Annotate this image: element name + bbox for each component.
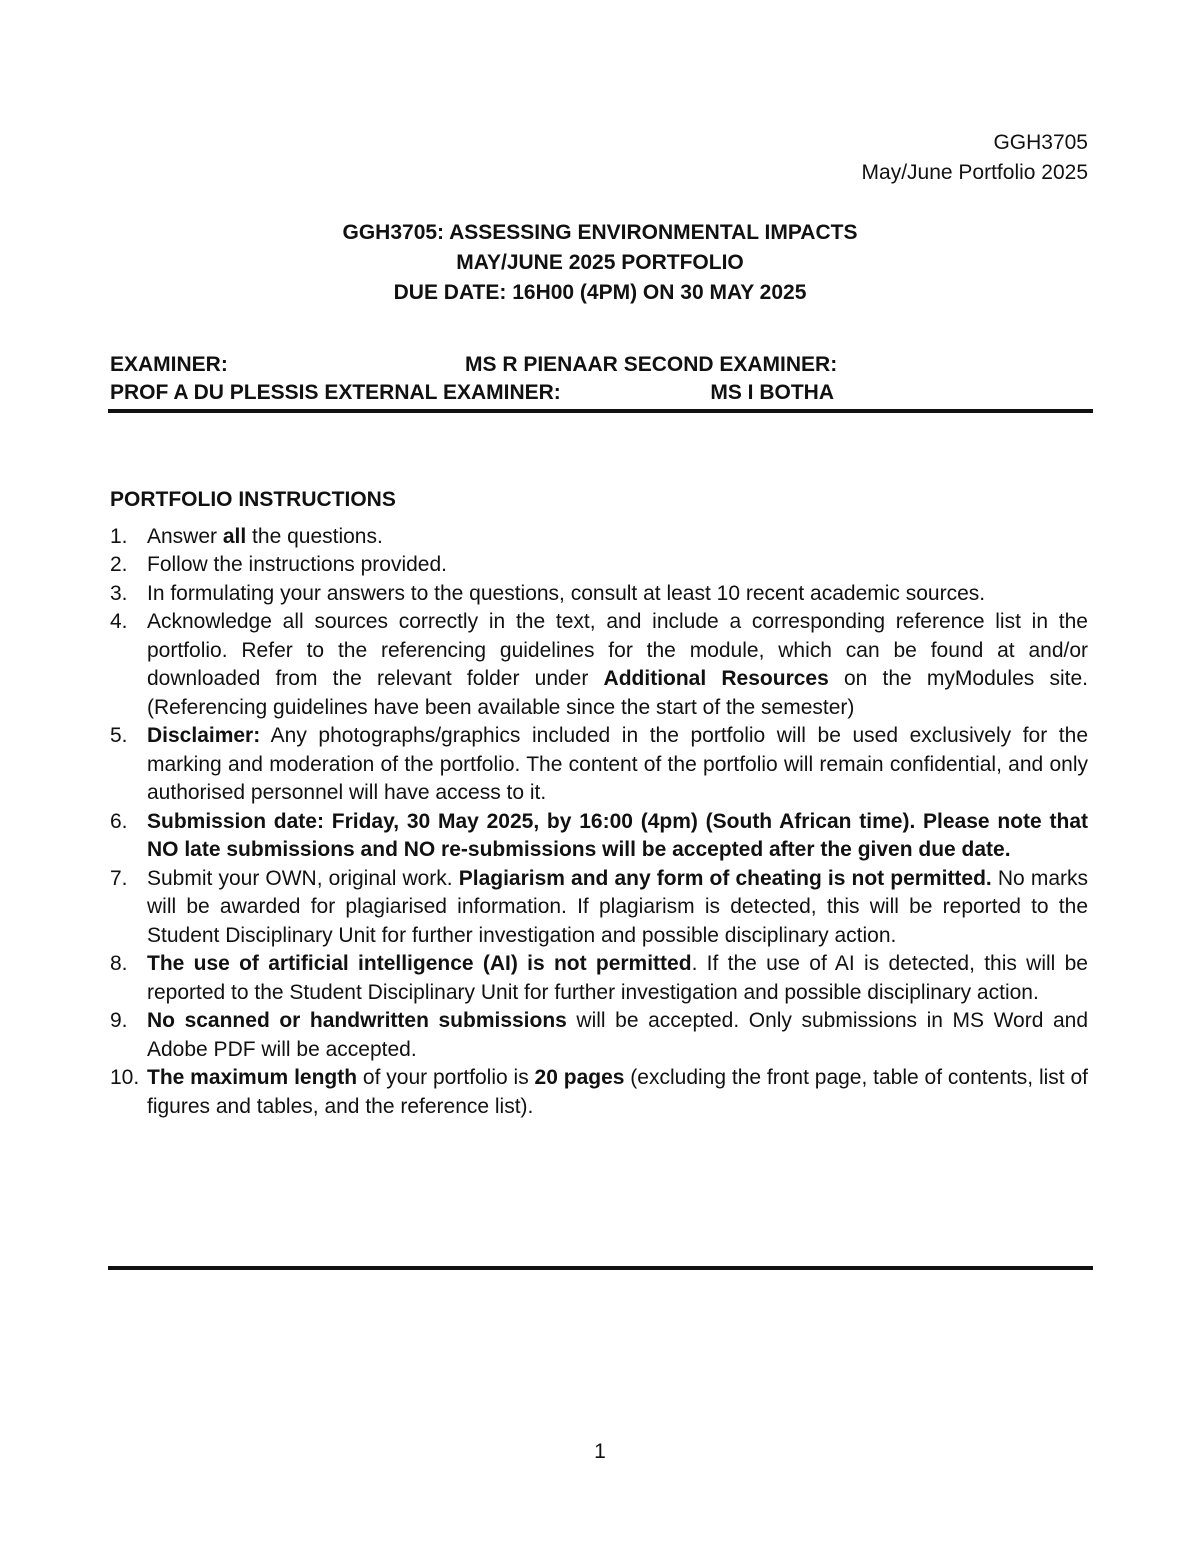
item-text: (excluding the front page, table of contents, list of figures and tables, and the reference list).: [147, 1066, 1089, 1118]
item-number: 4.: [110, 610, 128, 633]
item-number: 8.: [110, 952, 128, 975]
item-text: of your portfolio is: [357, 1066, 535, 1089]
item-text: Any photographs/graphics included in the portfolio will be used exclusively for the marking and moderation of the portfolio. The content of the portfolio will remain confidential, and only authorised personnel will have access to it.: [147, 724, 1088, 804]
list-item: [110, 1064, 1088, 1121]
bottom-divider: [108, 1266, 1093, 1270]
examiners-row-2: [110, 379, 1090, 407]
module-code: GGH3705: [993, 131, 1088, 154]
instructions-list: [110, 523, 1088, 1122]
external-examiner-label: EXTERNAL EXAMINER:: [324, 381, 561, 404]
list-item: [110, 865, 1088, 951]
page-number: 1: [594, 1440, 606, 1463]
item-text: Submit your OWN, original work.: [147, 866, 459, 890]
portfolio-instructions: [110, 486, 1088, 1121]
item-emphasis: Submission date: Friday, 30 May 2025, by 16:00 (4pm) (South African time). Please note that NO late submissions and NO re-submissions will be accepted after the given due date.: [147, 809, 1088, 861]
item-text: will be accepted. Only submissions in MS Word and Adobe PDF will be accepted.: [147, 1009, 1088, 1061]
item-emphasis: Disclaimer:: [147, 724, 261, 747]
external-examiner-name: MS I BOTHA: [710, 381, 834, 404]
item-number: 5.: [110, 724, 128, 747]
examiner-name: MS R PIENAAR: [465, 353, 618, 376]
item-text: No marks will be awarded for plagiarised information. If plagiarism is detected, this will be reported to the Student Disciplinary Unit for further investigation and possible disciplinary action.: [147, 866, 1088, 947]
item-text: Acknowledge all sources correctly in the text, and include a corresponding reference list in the portfolio. Refer to the referencing guidelines for the module, which can be found at and/or downloaded from the relevant folder under: [147, 610, 1088, 690]
item-text: . If the use of AI is detected, this will be reported to the Student Disciplinary Unit for further investigation and possible disciplinary action.: [147, 952, 1088, 1004]
document-title: [0, 218, 1200, 308]
item-emphasis: Plagiarism and any form of cheating is not permitted.: [458, 866, 992, 890]
item-emphasis: 20 pages: [534, 1066, 625, 1089]
examiners-block: [110, 351, 1090, 407]
item-text: In formulating your answers to the questions, consult at least 10 recent academic sources.: [147, 581, 986, 605]
item-text: Follow the instructions provided.: [147, 553, 447, 576]
list-item: [110, 722, 1088, 808]
list-item: [110, 523, 1088, 552]
item-number: 6.: [110, 809, 128, 833]
list-item: [110, 950, 1088, 1007]
item-emphasis: all: [222, 524, 247, 548]
title-line-2: MAY/JUNE 2025 PORTFOLIO: [456, 251, 744, 274]
item-number: 7.: [110, 866, 128, 890]
list-item: [110, 808, 1088, 865]
second-examiner-label: SECOND EXAMINER:: [623, 353, 838, 376]
title-line-1: GGH3705: ASSESSING ENVIRONMENTAL IMPACTS: [342, 221, 858, 244]
examiners-row-1: [110, 351, 1090, 379]
title-line-3: DUE DATE: 16H00 (4PM) ON 30 MAY 2025: [393, 281, 807, 304]
second-examiner-name: PROF A DU PLESSIS: [110, 381, 319, 404]
list-item: [110, 580, 1088, 609]
item-number: 1.: [110, 524, 128, 548]
list-item: [110, 608, 1088, 722]
portfolio-period: May/June Portfolio 2025: [861, 161, 1088, 184]
item-emphasis: The maximum length: [147, 1066, 358, 1089]
item-number: 9.: [110, 1009, 128, 1032]
item-emphasis: The use of artificial intelligence (AI) is not permitted: [147, 952, 692, 975]
item-number: 10.: [110, 1066, 140, 1089]
list-item: [110, 551, 1088, 580]
item-text: Answer: [147, 524, 223, 548]
item-emphasis: No scanned or handwritten submissions: [147, 1009, 567, 1032]
item-text: on the myModules site. (Referencing guidelines have been available since the start of the semester): [147, 667, 1088, 719]
item-emphasis: Additional Resources: [603, 667, 829, 690]
instructions-heading: PORTFOLIO INSTRUCTIONS: [110, 488, 396, 511]
examiner-label: EXAMINER:: [110, 353, 228, 376]
item-text: the questions.: [246, 524, 383, 548]
item-number: 3.: [110, 581, 128, 605]
top-divider: [108, 409, 1093, 413]
running-header: [862, 128, 1088, 188]
item-number: 2.: [110, 553, 128, 576]
list-item: [110, 1007, 1088, 1064]
